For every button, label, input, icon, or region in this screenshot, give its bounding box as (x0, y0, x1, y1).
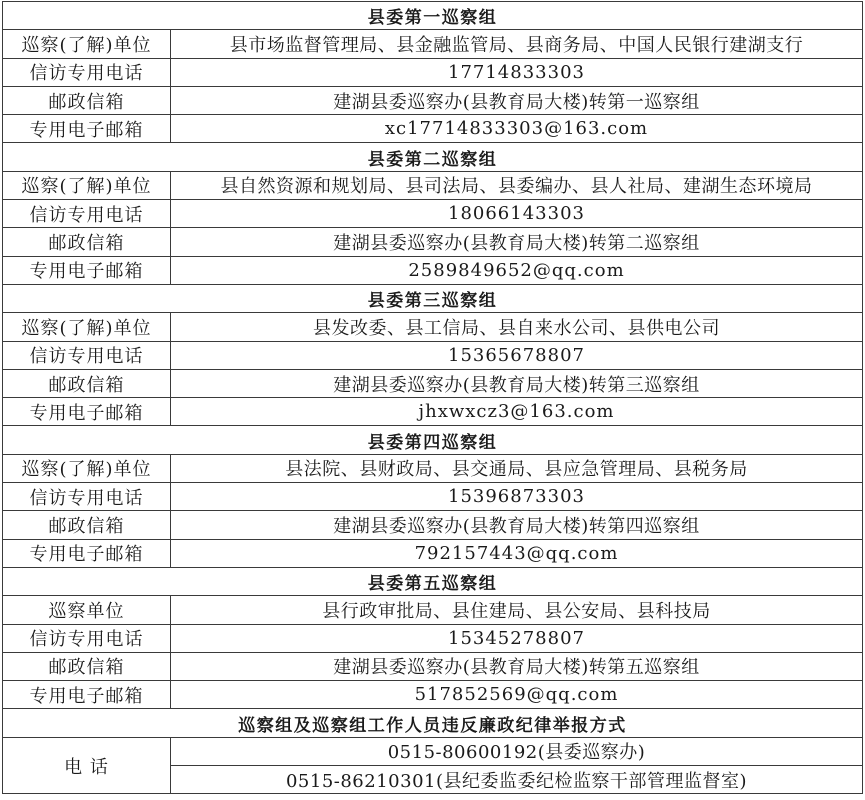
table-row (3, 228, 863, 256)
row-label-units: 巡察(了解)单位 (3, 313, 171, 341)
group-header-row (3, 284, 863, 312)
table-row (3, 200, 863, 228)
group-header-row (3, 567, 863, 595)
row-value-email: 2589849652@qq.com (171, 256, 863, 284)
row-label-units: 巡察(了解)单位 (3, 171, 171, 199)
row-label-phone: 信访专用电话 (3, 341, 171, 369)
row-value-units: 县自然资源和规划局、县司法局、县委编办、县人社局、建湖生态环境局 (171, 171, 863, 199)
table-row (3, 454, 863, 482)
row-label-phone: 信访专用电话 (3, 200, 171, 228)
row-label-mailbox: 邮政信箱 (3, 369, 171, 397)
row-label-phone: 信访专用电话 (3, 58, 171, 86)
row-value-mailbox: 建湖县委巡察办(县教育局大楼)转第四巡察组 (171, 511, 863, 539)
row-label-units: 巡察(了解)单位 (3, 30, 171, 58)
row-value-mailbox: 建湖县委巡察办(县教育局大楼)转第五巡察组 (171, 652, 863, 680)
row-value-phone: 18066143303 (171, 200, 863, 228)
row-value-phone: 15365678807 (171, 341, 863, 369)
group-header-row (3, 426, 863, 454)
report-phone-2: 0515-86210301(县纪委监委纪检监察干部管理监督室) (171, 766, 863, 794)
row-value-units: 县法院、县财政局、县交通局、县应急管理局、县税务局 (171, 454, 863, 482)
row-value-units: 县市场监督管理局、县金融监管局、县商务局、中国人民银行建湖支行 (171, 30, 863, 58)
table-row (3, 511, 863, 539)
group-title: 县委第三巡察组 (3, 284, 863, 312)
inspection-contact-table (2, 1, 863, 794)
row-label-email: 专用电子邮箱 (3, 539, 171, 567)
row-value-email: jhxwxcz3@163.com (171, 398, 863, 426)
table-row (3, 86, 863, 114)
report-phone-label: 电 话 (3, 737, 171, 794)
row-value-email: 517852569@qq.com (171, 681, 863, 709)
table-row (3, 58, 863, 86)
row-value-email: 792157443@qq.com (171, 539, 863, 567)
table-row (3, 398, 863, 426)
table-row (3, 171, 863, 199)
row-value-units: 县行政审批局、县住建局、县公安局、县科技局 (171, 596, 863, 624)
table-row (3, 483, 863, 511)
table-row (3, 539, 863, 567)
row-label-units: 巡察单位 (3, 596, 171, 624)
table-row (3, 256, 863, 284)
table-row (3, 624, 863, 652)
report-title: 巡察组及巡察组工作人员违反廉政纪律举报方式 (3, 709, 863, 737)
group-header-row (3, 143, 863, 171)
group-title: 县委第二巡察组 (3, 143, 863, 171)
row-value-units: 县发改委、县工信局、县自来水公司、县供电公司 (171, 313, 863, 341)
row-label-phone: 信访专用电话 (3, 483, 171, 511)
row-value-mailbox: 建湖县委巡察办(县教育局大楼)转第三巡察组 (171, 369, 863, 397)
table-row (3, 313, 863, 341)
row-value-mailbox: 建湖县委巡察办(县教育局大楼)转第二巡察组 (171, 228, 863, 256)
group-title: 县委第一巡察组 (3, 2, 863, 30)
row-label-email: 专用电子邮箱 (3, 256, 171, 284)
table-row (3, 341, 863, 369)
row-label-units: 巡察(了解)单位 (3, 454, 171, 482)
report-header-row (3, 709, 863, 737)
table-row (3, 115, 863, 143)
row-label-mailbox: 邮政信箱 (3, 86, 171, 114)
row-label-email: 专用电子邮箱 (3, 398, 171, 426)
table-row (3, 30, 863, 58)
row-label-email: 专用电子邮箱 (3, 115, 171, 143)
group-title: 县委第五巡察组 (3, 567, 863, 595)
row-value-phone: 17714833303 (171, 58, 863, 86)
row-label-email: 专用电子邮箱 (3, 681, 171, 709)
group-header-row (3, 2, 863, 30)
row-value-email: xc17714833303@163.com (171, 115, 863, 143)
table-row (3, 681, 863, 709)
table-row (3, 369, 863, 397)
row-label-mailbox: 邮政信箱 (3, 652, 171, 680)
table-row (3, 737, 863, 765)
row-value-mailbox: 建湖县委巡察办(县教育局大楼)转第一巡察组 (171, 86, 863, 114)
table-row (3, 652, 863, 680)
row-value-phone: 15396873303 (171, 483, 863, 511)
row-label-mailbox: 邮政信箱 (3, 228, 171, 256)
table-row (3, 596, 863, 624)
row-label-mailbox: 邮政信箱 (3, 511, 171, 539)
group-title: 县委第四巡察组 (3, 426, 863, 454)
row-label-phone: 信访专用电话 (3, 624, 171, 652)
report-phone-1: 0515-80600192(县委巡察办) (171, 737, 863, 765)
row-value-phone: 15345278807 (171, 624, 863, 652)
